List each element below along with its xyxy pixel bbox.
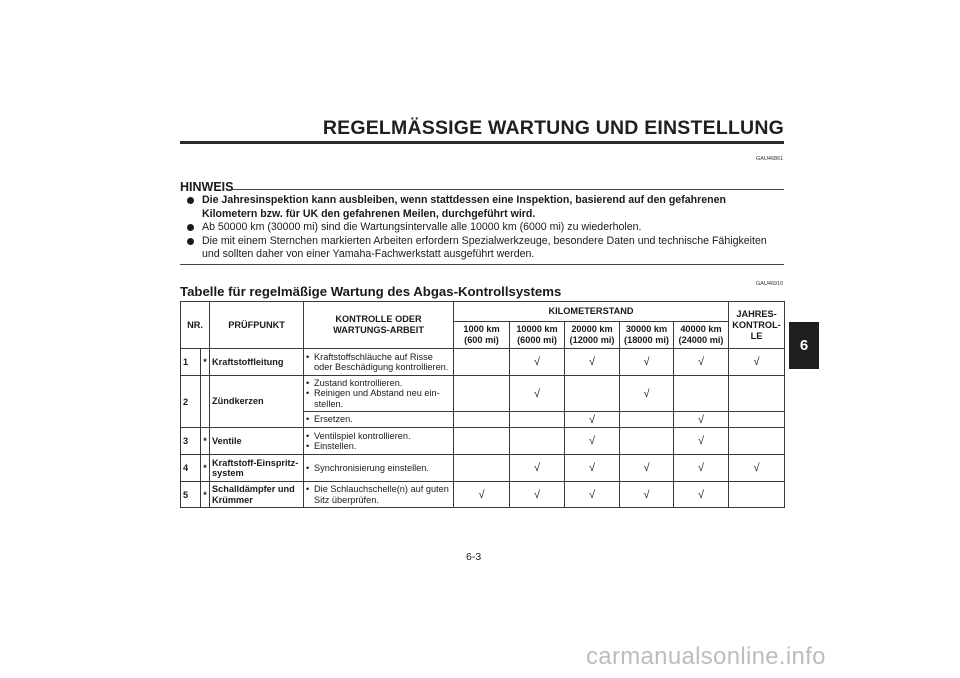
header-kilometerstand: KILOMETERSTAND [454,302,729,322]
title-rule [180,141,784,144]
header-km-30000: 30000 km (18000 mi) [620,322,674,349]
header-kontrolle: KONTROLLE ODER WARTUNGS-ARBEIT [304,302,454,349]
reference-code: GAU46910 [756,281,784,287]
check-cell [454,428,510,455]
hinweis-label: HINWEIS [180,180,234,194]
check-cell: √ [674,482,729,508]
row-item: Zündkerzen [210,376,304,428]
hinweis-item: Die Jahresinspektion kann ausbleiben, wenn stattdessen eine Inspektion, basierend auf den gefahrenen Kilometern bzw. für UK den gefahrenen Meilen, durchgeführt wird. [187,194,783,221]
asterisk-mark: * [201,455,210,482]
reference-code: GAU46861 [756,156,784,162]
header-km-20000: 20000 km (12000 mi) [565,322,620,349]
hinweis-bottom-rule [180,264,784,265]
maintenance-table [180,301,785,508]
row-item: Kraftstoff-Einspritz-system [210,455,304,482]
header-jahreskontrolle: JAHRES-KONTROL-LE [729,302,785,349]
header-pruefpunkt: PRÜFPUNKT [210,302,304,349]
check-cell: √ [510,349,565,376]
row-item: Schalldämpfer und Krümmer [210,482,304,508]
header-nr: NR. [181,302,210,349]
hinweis-rule [230,189,784,190]
check-cell: √ [565,349,620,376]
asterisk-mark: * [201,428,210,455]
row-task: • Synchronisierung einstellen. [304,455,454,482]
asterisk-cell [201,376,210,428]
bullet-icon [187,238,194,245]
check-cell: √ [729,455,785,482]
row-task: • Ventilspiel kontrollieren. • Einstellen. [304,428,454,455]
check-cell [674,376,729,412]
check-cell [510,428,565,455]
section-title: Tabelle für regelmäßige Wartung des Abgas-Kontrollsystems [180,284,562,299]
table-row [181,349,785,376]
header-km-1000: 1000 km (600 mi) [454,322,510,349]
hinweis-list [187,194,783,262]
check-cell [454,455,510,482]
page-title: REGELMÄSSIGE WARTUNG UND EINSTELLUNG [322,117,784,139]
chapter-tab: 6 [789,322,819,369]
asterisk-mark: * [201,482,210,508]
row-item: Ventile [210,428,304,455]
row-number: 4 [181,455,201,482]
check-cell: √ [565,412,620,428]
check-cell: √ [454,482,510,508]
check-cell: √ [620,349,674,376]
check-cell: √ [674,412,729,428]
check-cell [454,376,510,412]
check-cell [454,412,510,428]
asterisk-mark: * [201,349,210,376]
header-km-10000: 10000 km (6000 mi) [510,322,565,349]
page-number: 6-3 [466,551,482,563]
bullet-icon [187,197,194,204]
check-cell: √ [510,376,565,412]
check-cell: √ [510,482,565,508]
row-number: 2 [181,376,201,428]
row-number: 1 [181,349,201,376]
check-cell: √ [674,428,729,455]
check-cell: √ [565,482,620,508]
check-cell [620,412,674,428]
hinweis-item: Die mit einem Sternchen markierten Arbeiten erfordern Spezialwerkzeuge, besondere Daten und technische Fähigkeiten und sollten daher von einer Yamaha-Fachwerkstatt ausgeführt werden. [187,235,783,262]
check-cell [510,412,565,428]
watermark: carmanualsonline.info [586,643,826,670]
table-row [181,455,785,482]
check-cell: √ [565,455,620,482]
table-row [181,482,785,508]
row-item: Kraftstoffleitung [210,349,304,376]
check-cell: √ [729,349,785,376]
hinweis-item: Ab 50000 km (30000 mi) sind die Wartungsintervalle alle 10000 km (6000 mi) zu wiederholen. [187,221,783,235]
header-km-40000: 40000 km (24000 mi) [674,322,729,349]
check-cell: √ [565,428,620,455]
check-cell [620,428,674,455]
check-cell: √ [674,349,729,376]
check-cell [454,349,510,376]
check-cell: √ [620,376,674,412]
row-task: • Die Schlauchschelle(n) auf guten Sitz überprüfen. [304,482,454,508]
row-number: 3 [181,428,201,455]
check-cell [729,412,785,428]
check-cell [729,482,785,508]
check-cell: √ [620,482,674,508]
row-task: • Ersetzen. [304,412,454,428]
check-cell: √ [620,455,674,482]
table-row [181,376,785,412]
row-number: 5 [181,482,201,508]
row-task: • Kraftstoffschläuche auf Risse oder Beschädigung kontrollieren. [304,349,454,376]
row-task: • Zustand kontrollieren. • Reinigen und Abstand neu ein-stellen. [304,376,454,412]
check-cell [729,428,785,455]
check-cell: √ [510,455,565,482]
check-cell [729,376,785,412]
check-cell: √ [674,455,729,482]
check-cell [565,376,620,412]
table-row [181,428,785,455]
bullet-icon [187,224,194,231]
